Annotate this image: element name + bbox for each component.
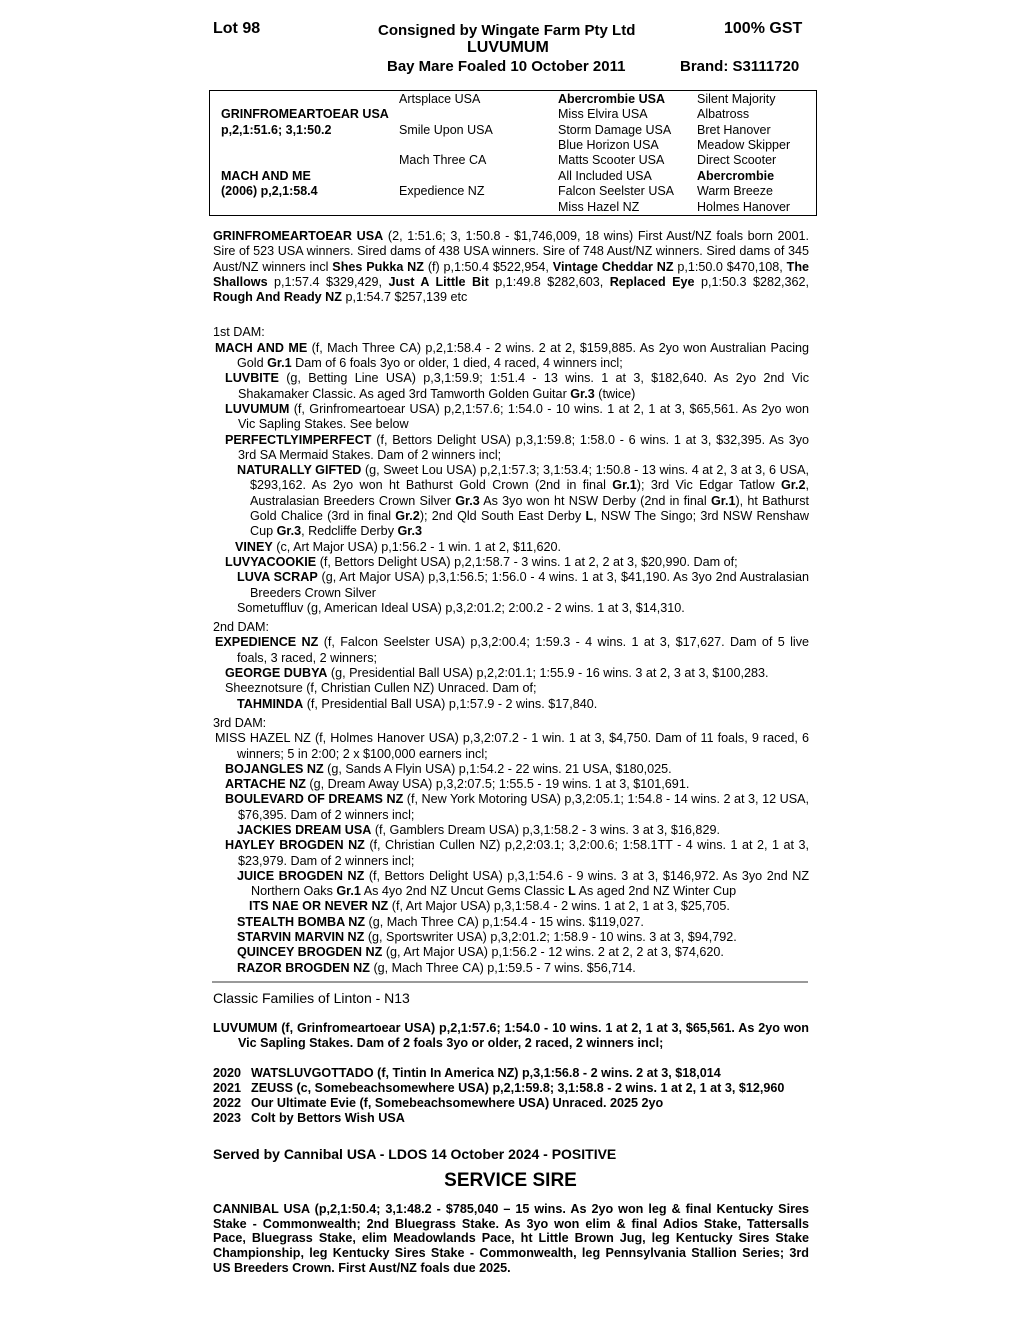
ped-g4-7: Warm Breeze: [697, 184, 773, 198]
progeny-entry: STEALTH BOMBA NZ (g, Mach Three CA) p,1:54.4 - 15 wins. $119,027.: [237, 914, 644, 929]
progeny-entry: QUINCEY BROGDEN NZ (g, Art Major USA) p,1:56.2 - 12 wins. 2 at 2, 2 at 3, $74,620.: [237, 945, 724, 960]
dam-entry: EXPEDIENCE NZ (f, Falcon Seelster USA) p,3,2:00.4; 1:59.3 - 4 wins. 1 at 3, $17,627. Dam of 5 live foals, 3 raced, 2 winners;: [215, 635, 809, 665]
sire-name: GRINFROMEARTOEAR USA: [213, 229, 384, 243]
progeny-entry: Sometuffluv (g, American Ideal USA) p,3,2:01.2; 2:00.2 - 2 wins. 1 at 3, $14,310.: [237, 600, 685, 615]
section-divider: [212, 981, 808, 983]
dam-entry: MISS HAZEL NZ (f, Holmes Hanover USA) p,3,2:07.2 - 1 win. 1 at 3, $4,750. Dam of 11 foals, 9 raced, 6 winners; 5 in 2:00; 2 x $100,000 earners incl;: [215, 731, 809, 761]
family-line: Classic Families of Linton - N13: [213, 990, 410, 1006]
ped-g3-6: All Included USA: [558, 169, 652, 183]
gst-status: 100% GST: [724, 20, 803, 37]
dam-entry: MACH AND ME (f, Mach Three CA) p,2,1:58.4 - 2 wins. 2 at 2, $159,885. As 2yo won Australian Pacing Gold Gr.1 Dam of 6 foals 3yo or older, 1 died, 4 raced, 4 winners incl;: [215, 340, 810, 371]
lot-number: Lot 98: [213, 20, 261, 37]
ped-g3-1: Abercrombie USA: [558, 92, 665, 106]
first-dam-heading: 1st DAM:: [213, 325, 265, 340]
progeny-entry: JACKIES DREAM USA (f, Gamblers Dream USA) p,3,1:58.2 - 3 wins. 3 at 3, $16,829.: [237, 822, 720, 837]
progeny-entry: ITS NAE OR NEVER NZ (f, Art Major USA) p,3,1:58.4 - 2 wins. 1 at 2, 1 at 3, $25,705.: [249, 899, 730, 914]
progeny-entry: PERFECTLYIMPERFECT (f, Bettors Delight USA) p,3,1:59.8; 1:58.0 - 6 wins. 1 at 3, $32,395. As 3yo 3rd SA Mermaid Stakes. Dam of 2 winners incl;: [225, 432, 809, 462]
horse-name: LUVUMUM: [467, 39, 549, 56]
progeny-entry: RAZOR BROGDEN NZ (g, Mach Three CA) p,1:59.5 - 7 wins. $56,714.: [237, 960, 636, 975]
service-sire-text: CANNIBAL USA (p,2,1:50.4; 3,1:48.2 - $785,040 – 15 wins. As 2yo won leg & final Kentucky Sires Stake - Commonwealth; 2nd Bluegrass Stake. As 3yo won elim & final Adios Stake, Tattersalls Pace, Bluegrass Stake, elim Meadowlands Pace, ht Little Brown Jug, leg Kentucky Sires Stake Championship, leg Kentucky Sires Stake - Commonwealth, leg Pennsylvania Stallion Series; 3rd US Breeders Crown. First Aust/NZ foals due 2025.: [213, 1202, 809, 1275]
ped-g4-2: Albatross: [697, 107, 750, 121]
progeny-entry: TAHMINDA (f, Presidential Ball USA) p,1:57.9 - 2 wins. $17,840.: [237, 696, 598, 711]
produce-row: 2021 ZEUSS (c, Somebeachsomewhere USA) p,2,1:59.8; 3,1:58.8 - 2 wins. 1 at 2, 1 at 3, $12,960: [213, 1080, 785, 1095]
third-dam-heading: 3rd DAM:: [213, 715, 267, 730]
sire-section: [213, 229, 809, 976]
progeny-entry: LUVUMUM (f, Grinfromeartoear USA) p,2,1:57.6; 1:54.0 - 10 wins. 1 at 2, 1 at 3, $65,561. As 2yo won Vic Sapling Stakes. See below: [225, 401, 810, 432]
progeny-entry: VINEY (c, Art Major USA) p,1:56.2 - 1 win. 1 at 2, $11,620.: [235, 539, 561, 554]
second-dam-heading: 2nd DAM:: [213, 620, 269, 635]
sire-paragraph: GRINFROMEARTOEAR USA (2, 1:51.6; 3, 1:50.8 - $1,746,009, 18 wins) First Aust/NZ foals born 2001. Sire of 523 USA winners. Sired dams of 438 USA winners. Sire of 748 Aust/NZ winners. Sired dams of 345 Aust/NZ winners incl Shes Pukka NZ (f) p,1:50.4 $522,954, Vintage Cheddar NZ p,1:50.0 $470,108, The Shallows p,1:57.4 $329,429, Just A Little Bit p,1:49.8 $282,603, Replaced Eye p,1:50.3 $282,362, Rough And Ready NZ p,1:54.7 $257,139 etc: [213, 229, 810, 305]
ped-g4-6: Abercrombie: [697, 169, 775, 183]
progeny-entry: STARVIN MARVIN NZ (g, Sportswriter USA) p,3,2:01.2; 1:58.9 - 10 wins. 3 at 3, $94,792.: [237, 930, 737, 945]
progeny-entry: JUICE BROGDEN NZ (f, Bettors Delight USA) p,3,1:54.6 - 9 wins. 3 at 3, $146,972. As 3yo 2nd NZ Northern Oaks Gr.1 As 4yo 2nd NZ Uncut Gems Classic L As aged 2nd NZ Winter Cup: [237, 868, 810, 899]
progeny-entry: NATURALLY GIFTED (g, Sweet Lou USA) p,2,1:57.3; 3,1:53.4; 1:50.8 - 13 wins. 4 at 2, 3 at 3, 6 USA, $293,162. As 2yo won ht Bathurst Gold Crown (2nd in final Gr.1); 3rd Vic Edgar Tatlow Gr.2, Australasian Breeders Crown Silver Gr.3 As 3yo won ht NSW Derby (2nd in final Gr.1), ht Bathurst Gold Chalice (3rd in final Gr.2); 2nd Qld South East Derby L, NSW The Singo; 3rd NSW Renshaw Cup Gr.3, Redcliffe Derby Gr.3: [237, 463, 810, 539]
progeny-entry: LUVYACOOKIE (f, Bettors Delight USA) p,2,1:58.7 - 3 wins. 1 at 2, 2 at 3, $20,990. Dam of;: [225, 554, 738, 569]
service-sire-title: SERVICE SIRE: [444, 1170, 577, 1191]
produce-row: 2022 Our Ultimate Evie (f, Somebeachsomewhere USA) Unraced. 2025 2yo: [213, 1096, 664, 1111]
ped-g4-8: Holmes Hanover: [697, 200, 791, 214]
ped-sire-record: p,2,1:51.6; 3,1:50.2: [221, 123, 332, 137]
brand: Brand: S3111720: [680, 58, 800, 75]
ped-g3-3: Storm Damage USA: [558, 123, 672, 137]
ped-g3-8: Miss Hazel NZ: [558, 200, 640, 214]
progeny-entry: ARTACHE NZ (g, Dream Away USA) p,3,2:07.5; 1:55.5 - 19 wins. 1 at 3, $101,691.: [225, 777, 690, 792]
produce-intro: LUVUMUM (f, Grinfromeartoear USA) p,2,1:57.6; 1:54.0 - 10 wins. 1 at 2, 1 at 3, $65,561. As 2yo won Vic Sapling Stakes. Dam of 2 foals 3yo or older, 2 raced, 2 winners incl;: [213, 1021, 809, 1051]
ped-g4-4: Meadow Skipper: [697, 138, 791, 152]
produce-row: 2020 WATSLUVGOTTADO (f, Tintin In America NZ) p,3,1:56.8 - 2 wins. 2 at 3, $18,014: [213, 1065, 721, 1080]
ped-g4-3: Bret Hanover: [697, 123, 771, 137]
consignor: Consigned by Wingate Farm Pty Ltd: [378, 22, 636, 39]
ped-g3-7: Falcon Seelster USA: [558, 184, 675, 198]
ped-g3-2: Miss Elvira USA: [558, 107, 648, 121]
served-by-line: Served by Cannibal USA - LDOS 14 October 2024 - POSITIVE: [213, 1146, 617, 1162]
ped-g4-1: Silent Majority: [697, 92, 776, 106]
progeny-entry: Sheeznotsure (f, Christian Cullen NZ) Unraced. Dam of;: [225, 681, 537, 696]
progeny-entry: BOJANGLES NZ (g, Sands A Flyin USA) p,1:54.2 - 22 wins. 21 USA, $180,025.: [225, 761, 672, 776]
ped-g3-5: Matts Scooter USA: [558, 153, 665, 167]
progeny-entry: LUVBITE (g, Betting Line USA) p,3,1:59.9; 1:51.4 - 13 wins. 1 at 3, $182,640. As 2yo 2nd Vic Shakamaker Classic. As aged 3rd Tamworth Golden Guitar Gr.3 (twice): [225, 371, 809, 401]
ped-sire: GRINFROMEARTOEAR USA: [221, 107, 389, 121]
ped-g2-2: Smile Upon USA: [399, 123, 493, 137]
ped-g4-5: Direct Scooter: [697, 153, 777, 167]
progeny-entry: BOULEVARD OF DREAMS NZ (f, New York Motoring USA) p,3,2:05.1; 1:54.8 - 14 wins. 2 at 3, 12 USA, $76,395. Dam of 2 winners incl;: [225, 792, 809, 822]
produce-row: 2023 Colt by Bettors Wish USA: [213, 1111, 405, 1126]
progeny-entry: HAYLEY BROGDEN NZ (f, Christian Cullen NZ) p,2,2:03.1; 3,2:00.6; 1:58.1TT - 4 wins. 1 at 2, 1 at 3, $23,979. Dam of 2 winners incl;: [225, 838, 810, 868]
produce-record: [213, 1021, 809, 1127]
ped-g2-4: Expedience NZ: [399, 184, 485, 198]
ped-dam: MACH AND ME: [221, 169, 311, 183]
horse-description: Bay Mare Foaled 10 October 2011: [387, 58, 626, 75]
progeny-entry: LUVA SCRAP (g, Art Major USA) p,3,1:56.5; 1:56.0 - 4 wins. 1 at 3, $41,190. As 3yo 2nd Australasian Breeders Crown Silver: [237, 570, 809, 600]
progeny-entry: GEORGE DUBYA (g, Presidential Ball USA) p,2,2:01.1; 1:55.9 - 16 wins. 3 at 2, 3 at 3, $100,283.: [225, 666, 769, 681]
ped-g2-3: Mach Three CA: [399, 153, 487, 167]
ped-g2-1: Artsplace USA: [399, 92, 481, 106]
ped-g3-4: Blue Horizon USA: [558, 138, 659, 152]
ped-dam-record: (2006) p,2,1:58.4: [221, 184, 318, 198]
